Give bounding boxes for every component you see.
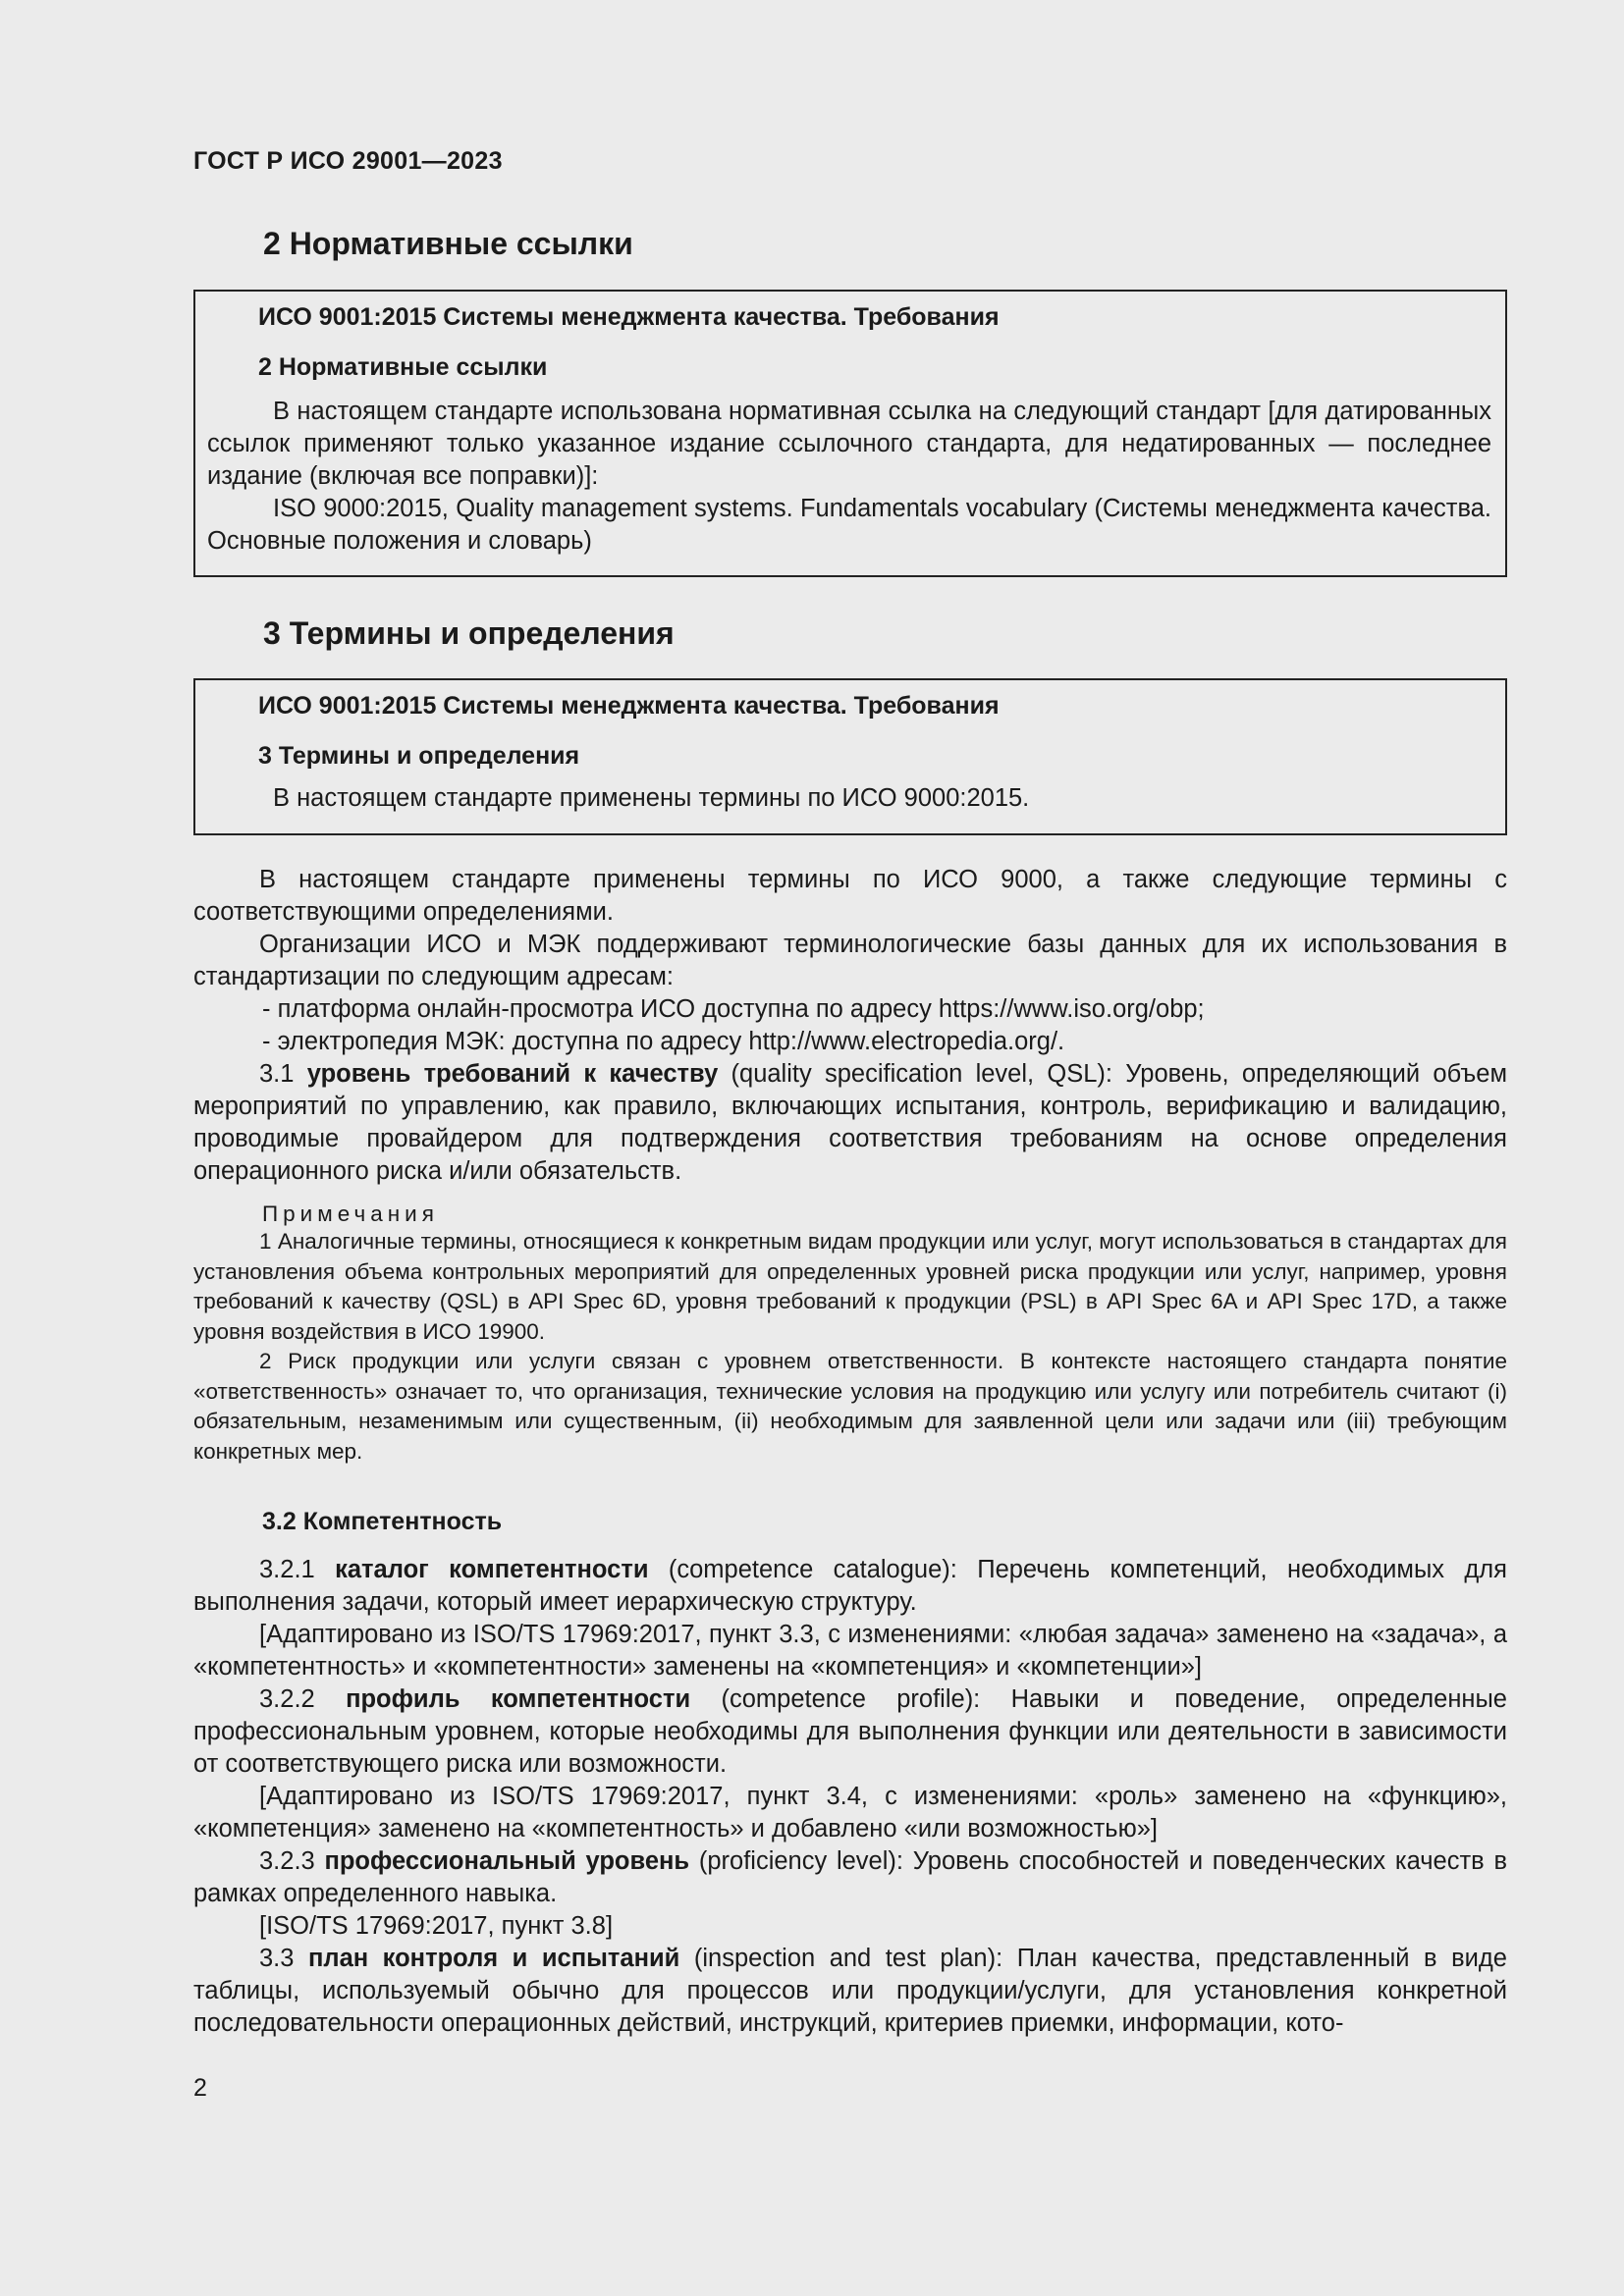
term-source: [Адаптировано из ISO/TS 17969:2017, пункт 3.4, с изменениями: «роль» заменено на «функцию», «компетенция» заменено на «компетентность» и добавлено «или возможностью»] (193, 1783, 1507, 1842)
list-item: - электропедия МЭК: доступна по адресу http://www.electropedia.org/. (262, 1028, 1065, 1055)
term-definition: (competence catalogue): Перечень компетенций, необходимых для выполнения задачи, который имеет иерархическую структуру. (193, 1556, 1507, 1616)
term-definition: (competence profile): Навыки и поведение, определенные профессиональным уровнем, которые необходимы для выполнения функции или деятельности в зависимости от соответствующего риска или возможности. (193, 1685, 1507, 1778)
term-source: [Адаптировано из ISO/TS 17969:2017, пункт 3.3, с изменениями: «любая задача» заменено на «задача», а «компетентность» и «компетентности» заменены на «компетенция» и «компетенции»] (193, 1621, 1507, 1681)
term-number: 3.1 (259, 1060, 307, 1088)
term-name: профессиональный уровень (324, 1847, 690, 1875)
note: 1 Аналогичные термины, относящиеся к конкретным видам продукции или услуг, могут использоваться в стандартах для установления объема контрольных мероприятий для определенных уровней риска продукции или услуг, например, уровня требований к качеству (QSL) в API Spec 6D, уровня требований к продукции (PSL) в API Spec 6A и API Spec 17D, а также уровня воздействия в ИСО 19900. (193, 1229, 1507, 1344)
note: 2 Риск продукции или услуги связан с уровнем ответственности. В контексте настоящего стандарта понятие «ответственность» означает то, что организация, технические условия на продукцию или услугу или потребитель считают (i) обязательным, незаменимым или существенным, (ii) необходимым для заявленной цели или задачи или (iii) требующим конкретных мер. (193, 1349, 1507, 1464)
document-header: ГОСТ Р ИСО 29001—2023 (193, 147, 503, 175)
page-number: 2 (193, 2074, 207, 2102)
box-paragraph: В настоящем стандарте использована нормативная ссылка на следующий стандарт [для датированных ссылок применяют только указанное издание ссылочного стандарта, для недатированных — последнее издание (включая все поправки)]: (207, 398, 1491, 490)
term-3-2-1 (193, 1554, 1507, 1619)
section-2-quote-box (193, 290, 1507, 577)
box-subtitle: 2 Нормативные ссылки (258, 353, 548, 381)
section-3-quote-box (193, 678, 1507, 835)
term-number: 3.2.2 (259, 1685, 347, 1713)
paragraph: Организации ИСО и МЭК поддерживают терминологические базы данных для их использования в стандартизации по следующим адресам: (193, 931, 1507, 990)
list-item: - платформа онлайн-просмотра ИСО доступна по адресу https://www.iso.org/obp; (262, 995, 1205, 1023)
term-name: уровень требований к качеству (306, 1060, 719, 1088)
notes-heading: Примечания (262, 1201, 439, 1226)
section-3-title: 3 Термины и определения (263, 615, 675, 651)
term-name: профиль компетентности (346, 1685, 691, 1713)
box-title: ИСО 9001:2015 Системы менеджмента качества. Требования (258, 692, 1000, 720)
box-paragraph: В настоящем стандарте применены термины по ИСО 9000:2015. (273, 784, 1030, 812)
term-3-3 (193, 1943, 1507, 2040)
box-subtitle: 3 Термины и определения (258, 742, 580, 770)
term-number: 3.3 (259, 1945, 308, 1972)
term-name: каталог компетентности (335, 1556, 649, 1583)
box-title: ИСО 9001:2015 Системы менеджмента качества. Требования (258, 303, 1000, 331)
term-3-2-3 (193, 1845, 1507, 1910)
term-definition: (inspection and test plan): План качества, представленный в виде таблицы, используемый обычно для процессов или продукции/услуги, для установления конкретной последовательности операционных действий, инструкций, критериев приемки, информации, кото- (193, 1945, 1507, 2037)
box-paragraph: ISO 9000:2015, Quality management systems. Fundamentals vocabulary (Системы менеджмента качества. Основные положения и словарь) (207, 495, 1491, 555)
term-name: план контроля и испытаний (307, 1945, 680, 1972)
main-content (193, 864, 1507, 2040)
section-2-title: 2 Нормативные ссылки (263, 226, 633, 261)
term-definition: (quality specification level, QSL): Уровень, определяющий объем мероприятий по управлению, как правило, включающих испытания, контроль, верификацию и валидацию, проводимые провайдером для подтверждения соответствия требованиям на основе определения операционного риска и/или обязательств. (193, 1060, 1507, 1185)
term-3-1 (193, 1058, 1507, 1188)
paragraph: В настоящем стандарте применены термины по ИСО 9000, а также следующие термины с соответствующими определениями. (193, 866, 1507, 926)
term-source: [ISO/TS 17969:2017, пункт 3.8] (259, 1912, 614, 1940)
term-3-2-2 (193, 1683, 1507, 1781)
term-definition: (proficiency level): Уровень способностей и поведенческих качеств в рамках определенного навыка. (193, 1847, 1507, 1907)
term-number: 3.2.3 (259, 1847, 325, 1875)
subsection-3-2-title: 3.2 Компетентность (262, 1508, 503, 1535)
term-number: 3.2.1 (259, 1556, 336, 1583)
